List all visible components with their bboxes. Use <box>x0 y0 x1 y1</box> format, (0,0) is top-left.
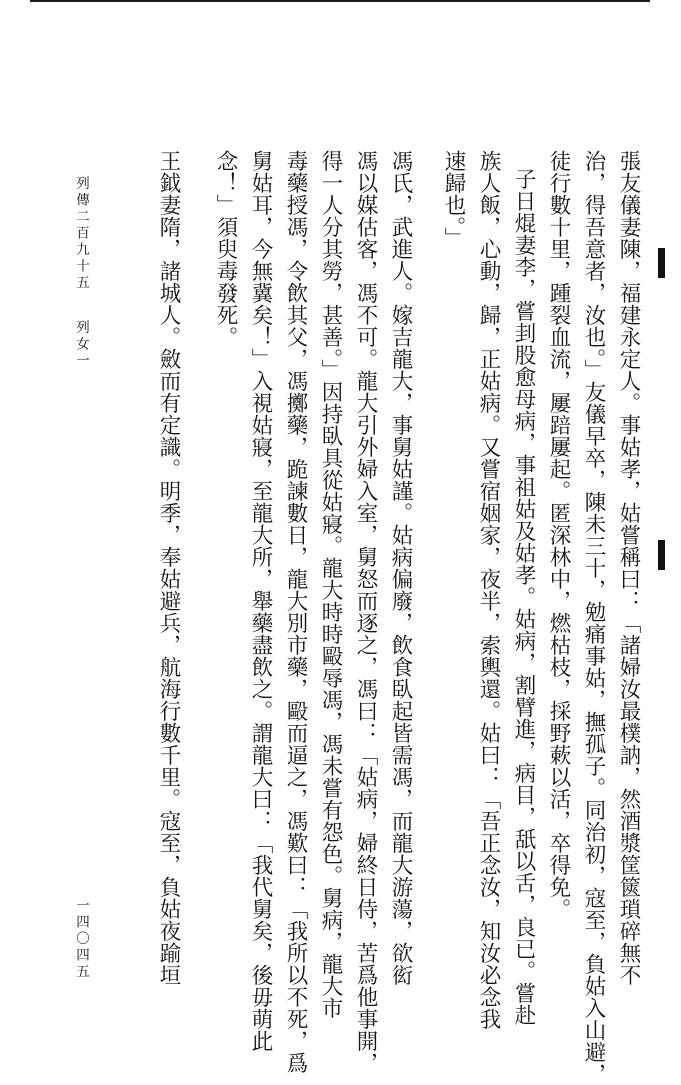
text-column: 得一人分其勞，甚善。」因持臥具從姑寢。龍大時時毆辱馮，馮未嘗有怨色。舅病，龍大市 <box>318 150 343 1020</box>
text-column: 念！」須臾毒發死。 <box>213 150 238 348</box>
margin-mark-upper <box>658 248 665 278</box>
text-column: 子日焜妻李，嘗刲股愈母病，事祖姑及姑孝。姑病，割臂進，病目，舐以舌，良已。嘗赴 <box>511 168 536 1026</box>
text-column: 馮氏，武進人。嫁吉龍大，事舅姑謹。姑病偏廢，飲食臥起皆需馮，而龍大游蕩，欲衒 <box>388 150 413 986</box>
text-column: 毒藥授馮，令飲其父，馮擲藥，跪諫數日，龍大別市藥，毆而逼之，馮歎曰：「我所以不死，爲 <box>283 150 308 1074</box>
margin-page-number: 一四〇四五 <box>73 898 89 981</box>
text-column: 馮以媒估客，馮不可。龍大引外婦入室，舅怒而逐之，馮曰：「姑病，婦終日侍，苦爲他事開， <box>353 150 378 1074</box>
text-column: 徒行數十里，踵裂血流，屢踣屢起。匿深林中，燃枯枝，採野蔌以活，卒得免。 <box>546 150 571 920</box>
margin-mark-lower <box>658 540 665 570</box>
margin-chapter: 列傳二百九十五 <box>73 176 89 292</box>
text-column: 速歸也。」 <box>441 150 466 250</box>
text-column: 族人飯，心動，歸，正姑病。又嘗宿姻家，夜半，索輿還。姑曰：「吾正念汝，知汝必念我 <box>476 150 501 1030</box>
text-column: 張友儀妻陳，福建永定人。事姑孝，姑嘗稱曰：「諸婦汝最樸訥，然酒漿筐篋瑣碎無不 <box>616 150 641 986</box>
text-column: 王鉞妻隋，諸城人。斂而有定識。明季，奉姑避兵，航海行數千里。寇至，負姑夜踰垣 <box>156 150 181 986</box>
text-column: 治，得吾意者，汝也。」友儀早卒，陳未三十，勉痛事姑，撫孤子。同治初，寇至，負姑入山避， <box>581 150 606 1085</box>
text-column: 舅姑耳，今無冀矣！」入視姑寢，至龍大所，舉藥盡飲之。謂龍大曰：「我代舅矣，後毋萌此 <box>248 150 273 1052</box>
page-top-rule <box>30 0 650 2</box>
margin-section: 列女一 <box>73 320 89 370</box>
